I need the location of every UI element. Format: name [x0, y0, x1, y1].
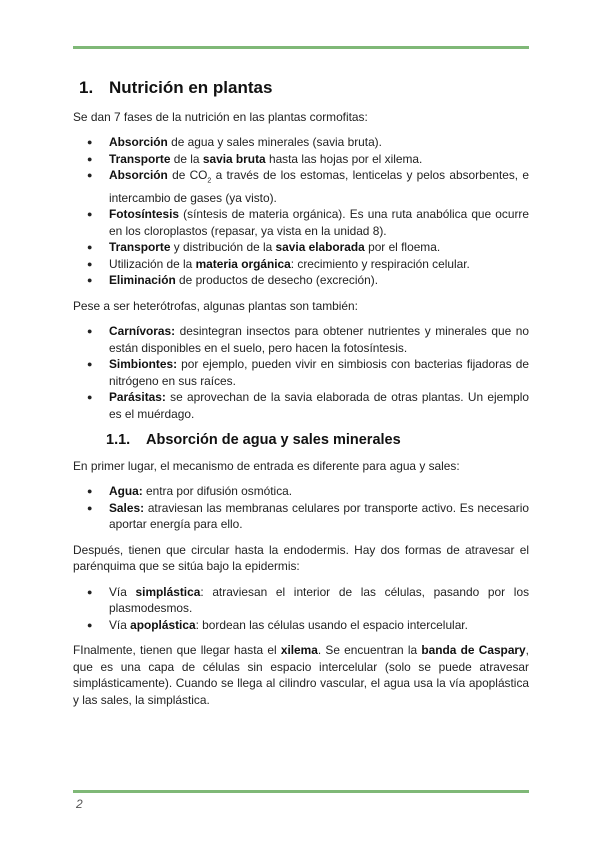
entry-intro: En primer lugar, el mecanismo de entrada es diferente para agua y sales:	[73, 458, 460, 473]
section-heading	[73, 80, 529, 97]
final-paragraph: FInalmente, tienen que llegar hasta el xilema. Se encuentran la banda de Caspary, que es una capa de células sin espacio intercelular (solo se puede atravesar simplásticamente). Cuando se llega al cilindro vascular, el agua usa la vía apoplástica y las sales, la simplástica.	[73, 643, 529, 707]
routes-intro: Después, tienen que circular hasta la endodermis. Hay dos formas de atravesar el parénquima que se sitúa bajo la epidermis:	[73, 542, 529, 574]
entry-list	[73, 483, 529, 533]
list-item: ● Parásitas: se aprovechan de la savia elaborada de otras plantas. Un ejemplo es el muérdago.	[73, 389, 529, 422]
subsection-heading	[73, 432, 529, 449]
page-number: 2	[76, 797, 83, 811]
document-body	[73, 80, 529, 717]
list-item: ● Eliminación de productos de desecho (excreción).	[73, 272, 529, 289]
list-item: ● Absorción de agua y sales minerales (savia bruta).	[73, 134, 529, 151]
bottom-rule	[73, 790, 529, 793]
list-item: ● Fotosíntesis (síntesis de materia orgánica). Es una ruta anabólica que ocurre en los cloroplastos (repasar, ya vista en la unidad 8).	[73, 206, 529, 239]
routes-list	[73, 584, 529, 634]
heterotroph-intro: Pese a ser heterótrofas, algunas plantas son también:	[73, 298, 358, 313]
list-item: ● Simbiontes: por ejemplo, pueden vivir en simbiosis con bacterias fijadoras de nitrógeno en sus raíces.	[73, 356, 529, 389]
list-item: ● Agua: entra por difusión osmótica.	[73, 483, 529, 500]
list-item: ● Absorción de $CO_2$ a través de los estomas, lenticelas y pelos absorbentes, e intercambio de gases (ya visto).	[73, 167, 529, 206]
top-rule	[73, 46, 529, 49]
subsection-number: 1.1.	[106, 432, 131, 449]
list-item: ● Vía simplástica: atraviesan el interior de las células, pasando por los plasmodesmos.	[73, 584, 529, 617]
list-item: ● Sales: atraviesan las membranas celulares por transporte activo. Es necesario aportar energía para ello.	[73, 500, 529, 533]
heterotrophs-list	[73, 323, 529, 422]
list-item: ● Transporte de la savia bruta hasta las hojas por el xilema.	[73, 151, 529, 168]
list-item: ● Carnívoras: desintegran insectos para obtener nutrientes y minerales que no están disponibles en el suelo, pero hacen la fotosíntesis.	[73, 323, 529, 356]
section-number: 1.	[79, 78, 94, 97]
list-item: ● Transporte y distribución de la savia elaborada por el floema.	[73, 239, 529, 256]
subsection-title: Absorción de agua y sales minerales	[146, 432, 401, 449]
intro-paragraph: Se dan 7 fases de la nutrición en las plantas cormofitas:	[73, 109, 368, 124]
list-item: ● Utilización de la materia orgánica: crecimiento y respiración celular.	[73, 256, 529, 273]
phases-list	[73, 134, 529, 289]
section-title: Nutrición en plantas	[109, 78, 273, 97]
list-item: ● Vía apoplástica: bordean las células usando el espacio intercelular.	[73, 617, 529, 634]
